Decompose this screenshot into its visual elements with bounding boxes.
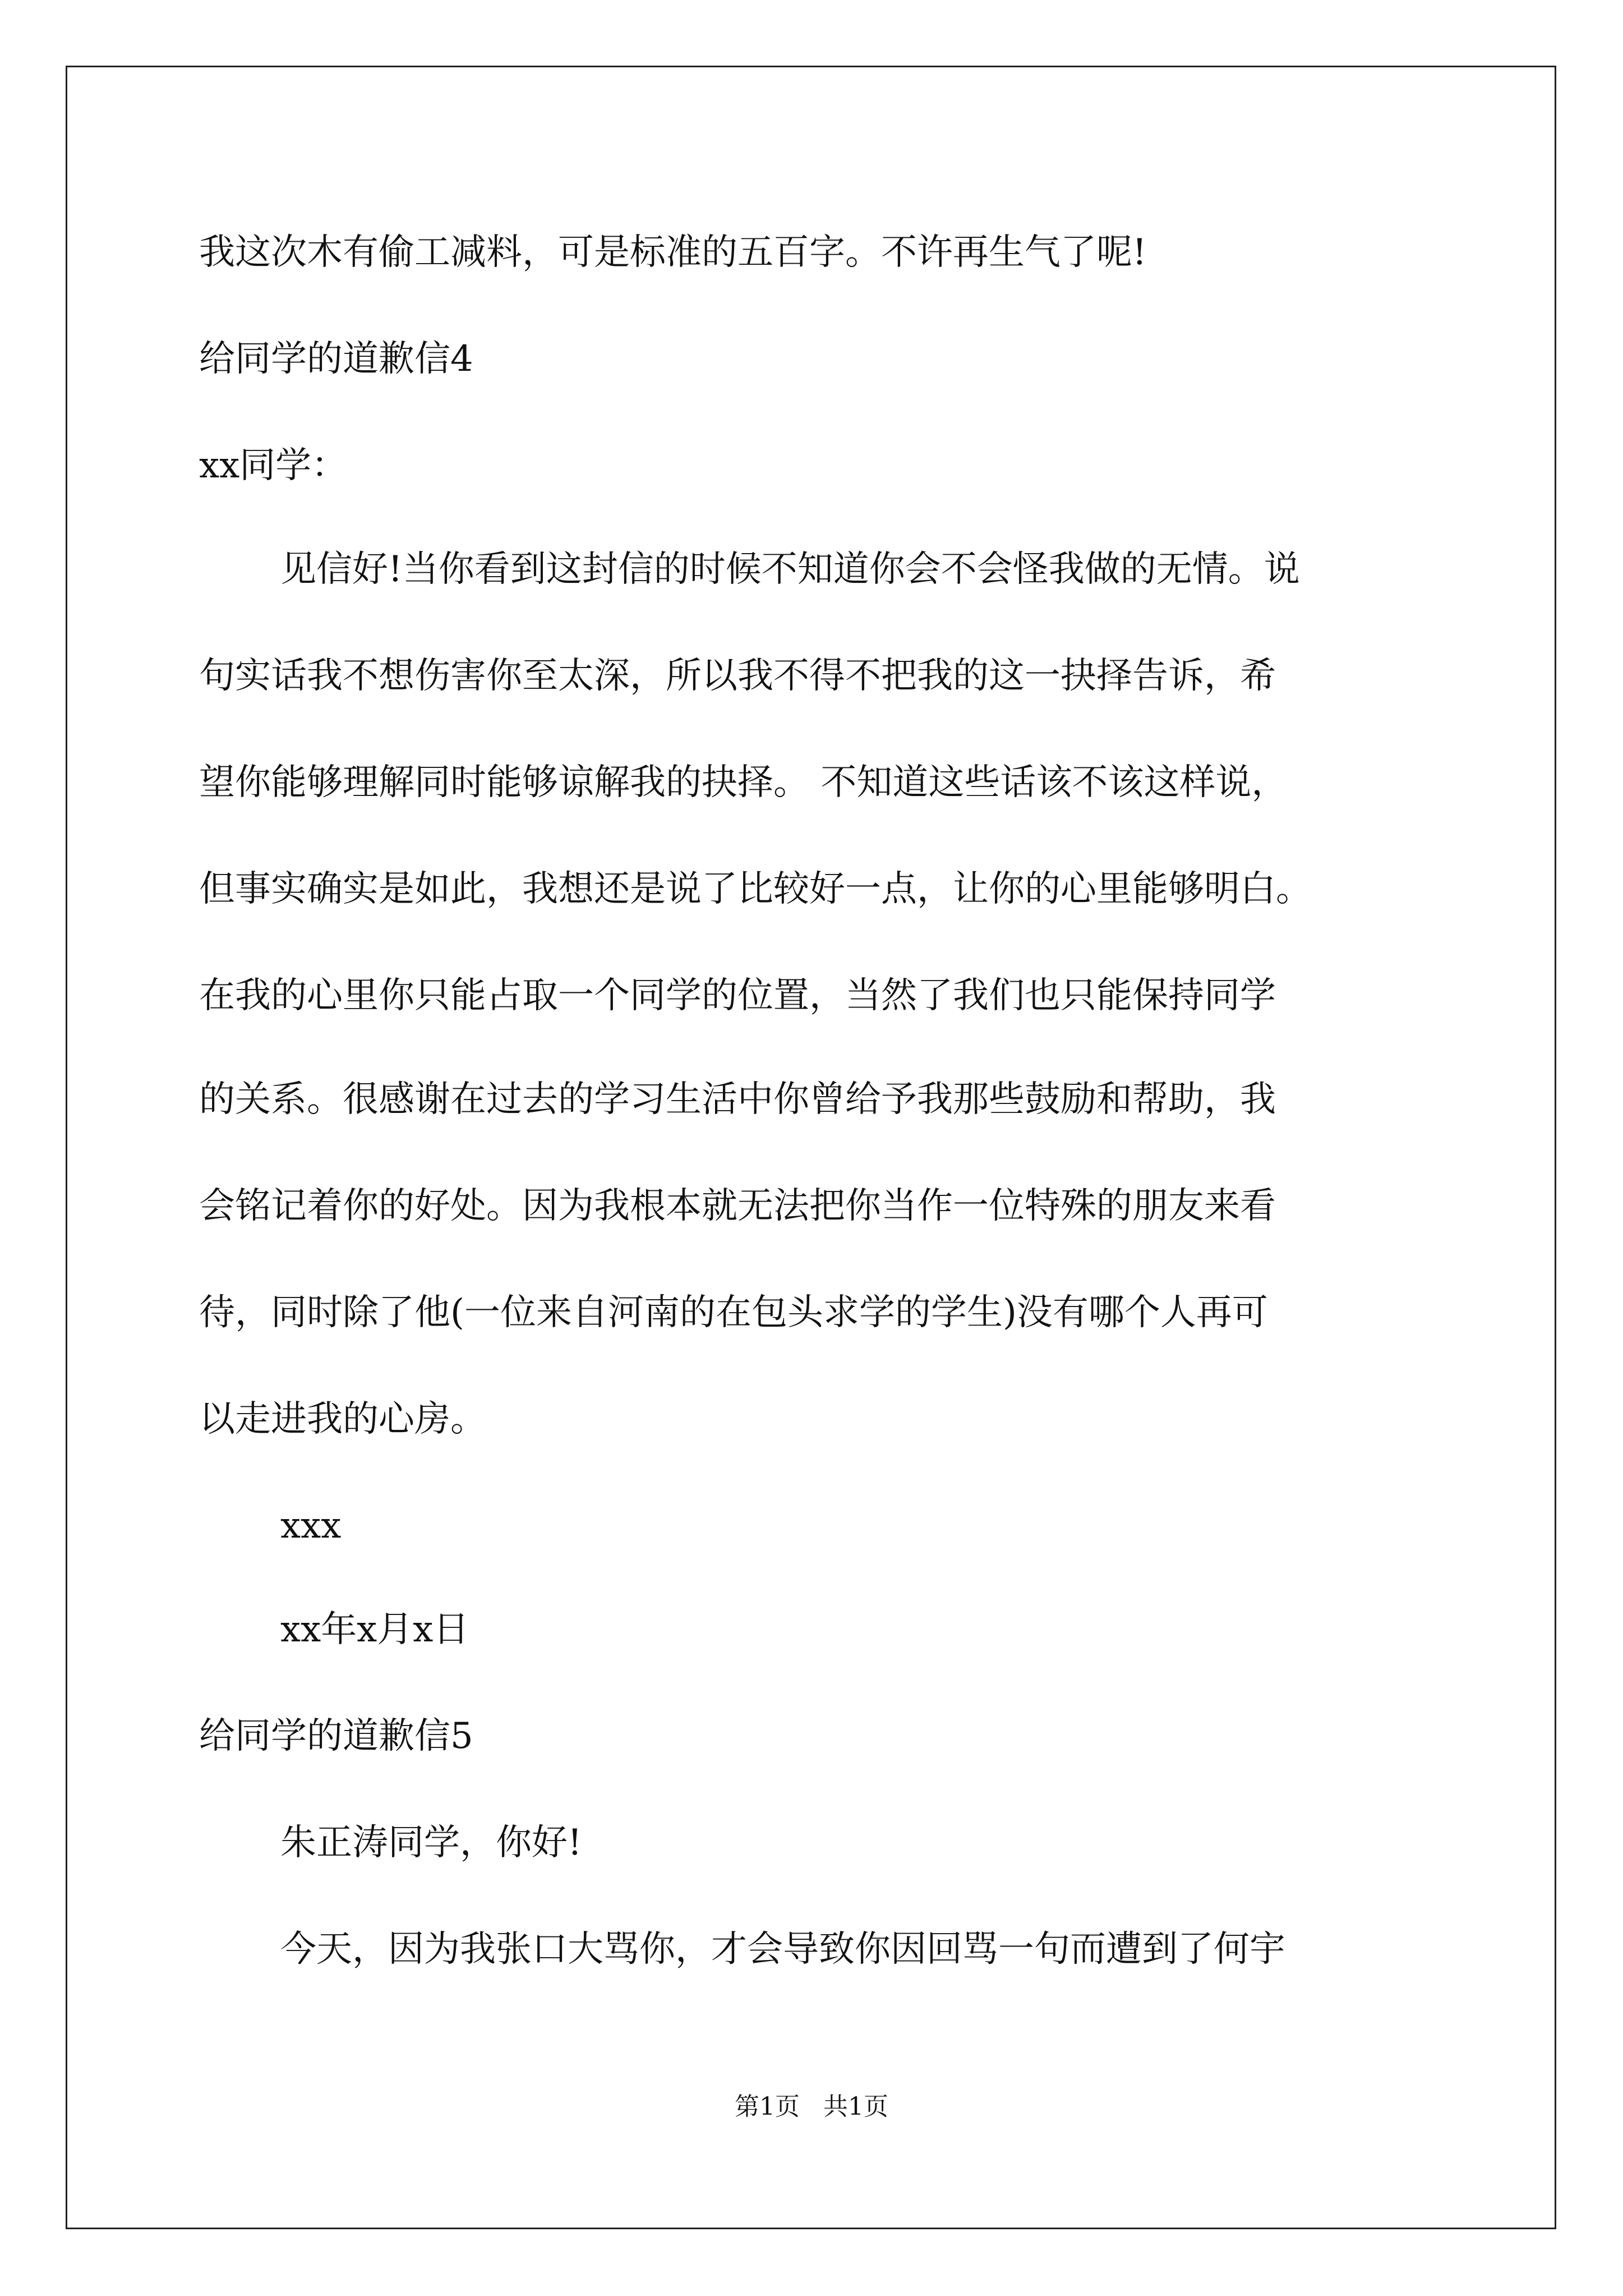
paragraph-line: 的关系。很感谢在过去的学习生活中你曾给予我那些鼓励和帮助，我 bbox=[199, 1079, 1276, 1120]
salutation: xx同学： bbox=[199, 445, 348, 486]
date-line: xx年x月x日 bbox=[280, 1609, 469, 1650]
letter-heading-5: 给同学的道歉信5 bbox=[199, 1715, 473, 1757]
paragraph-line: 望你能够理解同时能够谅解我的抉择。 不知道这些话该不该这样说， bbox=[199, 762, 1288, 803]
page-border bbox=[66, 66, 1556, 2229]
text-line-closing: 我这次木有偷工减料，可是标准的五百字。不许再生气了呢! bbox=[199, 232, 1147, 273]
paragraph-line: 句实话我不想伤害你至太深，所以我不得不把我的这一抉择告诉，希 bbox=[199, 655, 1276, 697]
paragraph-line: 在我的心里你只能占取一个同学的位置，当然了我们也只能保持同学 bbox=[199, 975, 1276, 1016]
paragraph-line: 今天，因为我张口大骂你，才会导致你因回骂一句而遭到了何宇 bbox=[280, 1929, 1285, 1970]
paragraph-line: 但事实确实是如此，我想还是说了比较好一点，让你的心里能够明白。 bbox=[199, 868, 1312, 910]
paragraph-line: 以走进我的心房。 bbox=[199, 1398, 486, 1440]
letter-heading-4: 给同学的道歉信4 bbox=[199, 338, 473, 380]
paragraph-line: 会铭记着你的好处。因为我根本就无法把你当作一位特殊的朋友来看 bbox=[199, 1185, 1276, 1227]
paragraph-line: 见信好!当你看到这封信的时候不知道你会不会怪我做的无情。说 bbox=[280, 549, 1300, 590]
signature: xxx bbox=[280, 1505, 342, 1547]
greeting: 朱正涛同学，你好! bbox=[280, 1822, 582, 1864]
page-footer: 第1页 共1页 bbox=[735, 2092, 888, 2121]
paragraph-line: 待，同时除了他(一位来自河南的在包头求学的学生)没有哪个人再可 bbox=[199, 1292, 1268, 1333]
